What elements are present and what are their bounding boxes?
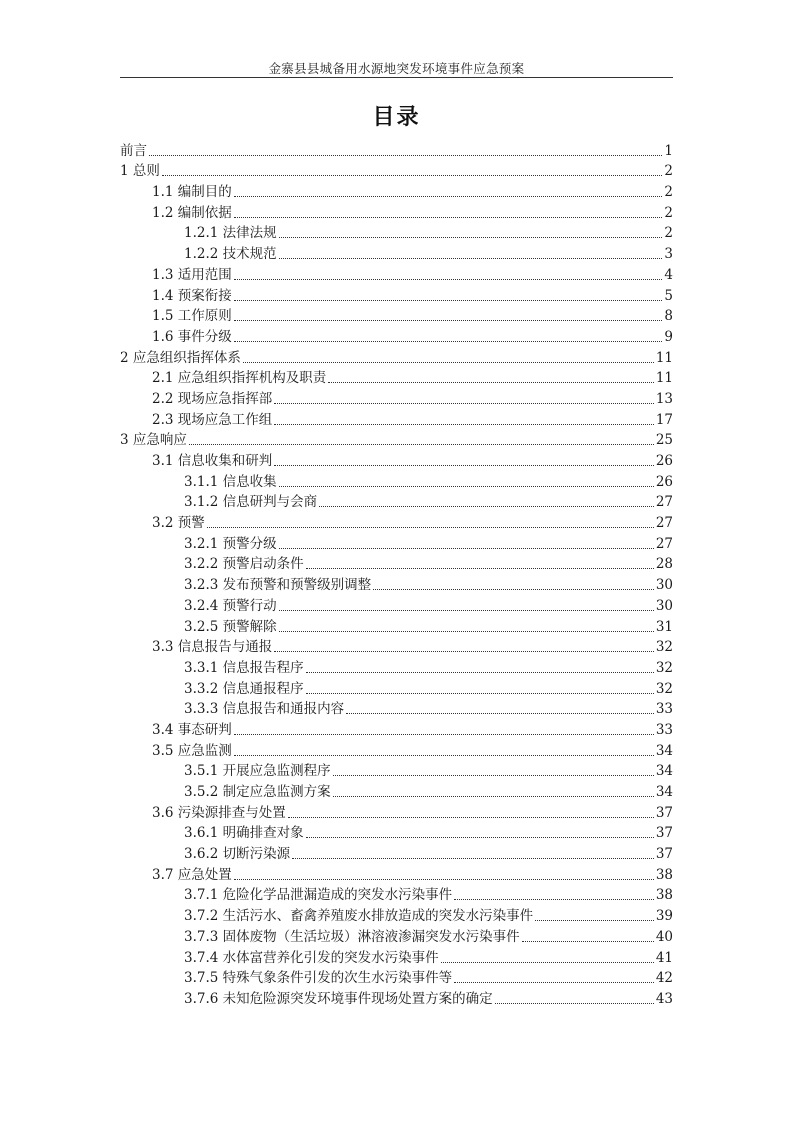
toc-entry-label: 3.2.3 发布预警和预警级别调整	[184, 577, 372, 594]
toc-entry[interactable]	[120, 448, 673, 469]
toc-entry[interactable]	[120, 469, 673, 490]
toc-entry[interactable]	[120, 407, 673, 428]
toc-entry-label: 3.3 信息报告与通报	[152, 639, 273, 656]
toc-entry[interactable]	[120, 738, 673, 759]
toc-entry-page-number: 37	[655, 804, 673, 821]
toc-entry-label: 1.6 事件分级	[152, 328, 232, 345]
toc-entry-label: 1.2 编制依据	[152, 204, 232, 221]
toc-dot-leader	[333, 796, 654, 797]
toc-entry[interactable]	[120, 366, 673, 387]
toc-entry[interactable]	[120, 283, 673, 304]
toc-entry[interactable]	[120, 200, 673, 221]
toc-entry[interactable]	[120, 862, 673, 883]
toc-entry-label: 3.2.5 预警解除	[184, 618, 277, 635]
toc-entry-page-number: 11	[655, 349, 673, 366]
toc-entry-label: 1.3 适用范围	[152, 266, 232, 283]
toc-entry-label: 3.1 信息收集和研判	[152, 453, 273, 469]
toc-entry-label: 3.7.4 水体富营养化引发的突发水污染事件	[184, 949, 439, 966]
toc-entry-page-number: 37	[655, 825, 673, 842]
toc-entry-page-number: 28	[655, 556, 673, 573]
toc-dot-leader	[234, 341, 663, 342]
toc-entry[interactable]	[120, 779, 673, 800]
toc-entry-label: 3.5.1 开展应急监测程序	[184, 763, 331, 780]
toc-entry-label: 1 总则	[120, 163, 160, 180]
toc-dot-leader	[454, 982, 654, 983]
toc-entry-label: 3.2 预警	[152, 515, 205, 532]
toc-entry-page-number: 8	[664, 308, 673, 325]
toc-entry-label: 2.3 现场应急工作组	[152, 411, 273, 428]
toc-entry-page-number: 26	[655, 473, 673, 490]
toc-entry-page-number: 34	[655, 784, 673, 800]
toc-entry[interactable]	[120, 324, 673, 345]
toc-entry[interactable]	[120, 883, 673, 904]
toc-dot-leader	[274, 465, 654, 466]
toc-dot-leader	[149, 155, 662, 156]
toc-entry-label: 3.6.2 切断污染源	[184, 846, 291, 863]
toc-entry-page-number: 38	[655, 866, 673, 883]
toc-entry-label: 2 应急组织指挥体系	[120, 349, 241, 366]
toc-dot-leader	[234, 755, 654, 756]
toc-dot-leader	[328, 382, 654, 383]
toc-entry[interactable]	[120, 552, 673, 573]
toc-entry-label: 前言	[120, 142, 147, 159]
toc-entry-page-number: 9	[664, 328, 673, 345]
toc-entry-label: 3.3.1 信息报告程序	[184, 659, 304, 676]
toc-dot-leader	[234, 879, 654, 880]
toc-entry-label: 3.5.2 制定应急监测方案	[184, 784, 331, 800]
toc-entry[interactable]	[120, 221, 673, 242]
toc-dot-leader	[454, 899, 654, 900]
toc-entry[interactable]	[120, 593, 673, 614]
toc-dot-leader	[535, 920, 654, 921]
toc-entry[interactable]	[120, 179, 673, 200]
toc-entry-label: 3.3.3 信息报告和通报内容	[184, 701, 345, 718]
toc-entry-label: 3.1.1 信息收集	[184, 473, 277, 490]
toc-entry[interactable]	[120, 490, 673, 511]
toc-entry-label: 3.5 应急监测	[152, 742, 232, 759]
toc-dot-leader	[162, 175, 663, 176]
toc-entry[interactable]	[120, 159, 673, 180]
toc-entry-page-number: 27	[655, 494, 673, 511]
toc-entry-label: 1.1 编制目的	[152, 184, 232, 201]
toc-entry[interactable]	[120, 635, 673, 656]
toc-entry[interactable]	[120, 345, 673, 366]
toc-entry-page-number: 30	[655, 597, 673, 614]
toc-entry-page-number: 3	[664, 246, 673, 263]
running-header: 金寨县县城备用水源地突发环境事件应急预案	[268, 61, 525, 76]
toc-entry-label: 3.7.2 生活污水、畜禽养殖废水排放造成的突发水污染事件	[184, 908, 534, 925]
toc-entry[interactable]	[120, 676, 673, 697]
toc-entry[interactable]	[120, 945, 673, 966]
toc-entry-page-number: 34	[655, 763, 673, 780]
toc-title: 目录	[372, 104, 421, 130]
toc-entry-label: 3.2.2 预警启动条件	[184, 556, 304, 573]
toc-entry-page-number: 26	[655, 453, 673, 469]
toc-entry-page-number: 34	[655, 742, 673, 759]
toc-dot-leader	[495, 1003, 654, 1004]
toc-entry[interactable]	[120, 759, 673, 780]
toc-entry-label: 3.3.2 信息通报程序	[184, 680, 304, 697]
toc-dot-leader	[243, 362, 654, 363]
toc-entry[interactable]	[120, 510, 673, 531]
header-rule	[120, 77, 673, 78]
toc-entry[interactable]	[120, 614, 673, 635]
toc-entry-page-number: 25	[655, 432, 673, 449]
toc-dot-leader	[292, 858, 654, 859]
toc-entry-label: 3.7.6 未知危险源突发环境事件现场处置方案的确定	[184, 990, 493, 1007]
toc-dot-leader	[234, 300, 663, 301]
toc-dot-leader	[234, 320, 663, 321]
toc-entry-label: 3 应急响应	[120, 432, 187, 449]
toc-entry-page-number: 42	[655, 970, 673, 987]
toc-dot-leader	[279, 548, 654, 549]
toc-entry-label: 3.6 污染源排查与处置	[152, 804, 286, 821]
toc-entry-label: 3.7 应急处置	[152, 866, 232, 883]
toc-dot-leader	[373, 589, 654, 590]
toc-entry-label: 3.1.2 信息研判与会商	[184, 494, 318, 511]
toc-entry-label: 1.2.2 技术规范	[184, 246, 277, 263]
toc-dot-leader	[279, 237, 663, 238]
toc-entry[interactable]	[120, 841, 673, 862]
toc-entry-page-number: 2	[664, 163, 673, 180]
toc-entry[interactable]	[120, 386, 673, 407]
toc-entry-label: 2.2 现场应急指挥部	[152, 390, 273, 407]
toc-dot-leader	[279, 610, 654, 611]
toc-dot-leader	[441, 962, 654, 963]
toc-entry-page-number: 43	[655, 990, 673, 1007]
toc-entry-page-number: 33	[655, 721, 673, 738]
toc-entry[interactable]	[120, 304, 673, 325]
toc-entry-page-number: 2	[664, 225, 673, 242]
toc-entry-page-number: 41	[655, 949, 673, 966]
toc-entry[interactable]	[120, 821, 673, 842]
toc-entry-page-number: 32	[655, 639, 673, 656]
toc-entry-page-number: 39	[655, 908, 673, 925]
toc-dot-leader	[274, 424, 654, 425]
toc-entry-label: 3.7.1 危险化学品泄漏造成的突发水污染事件	[184, 887, 453, 904]
toc-entry-page-number: 38	[655, 887, 673, 904]
toc-dot-leader	[288, 817, 654, 818]
toc-entry-label: 3.7.3 固体废物（生活垃圾）淋溶液渗漏突发水污染事件	[184, 928, 520, 945]
toc-entry-page-number: 40	[655, 928, 673, 945]
toc-dot-leader	[234, 279, 663, 280]
toc-entry-label: 1.4 预案衔接	[152, 287, 232, 304]
toc-entry[interactable]	[120, 697, 673, 718]
toc-list	[120, 138, 673, 1007]
toc-entry[interactable]	[120, 717, 673, 738]
toc-entry-label: 3.2.1 预警分级	[184, 535, 277, 552]
toc-entry-page-number: 27	[655, 515, 673, 532]
toc-entry[interactable]	[120, 986, 673, 1007]
toc-entry[interactable]	[120, 138, 673, 159]
toc-dot-leader	[306, 672, 654, 673]
toc-dot-leader	[306, 693, 654, 694]
toc-entry-label: 3.2.4 预警行动	[184, 597, 277, 614]
toc-dot-leader	[189, 444, 654, 445]
toc-dot-leader	[279, 258, 663, 259]
toc-entry[interactable]	[120, 655, 673, 676]
toc-dot-leader	[333, 775, 654, 776]
toc-entry-label: 3.6.1 明确排查对象	[184, 825, 304, 842]
toc-entry-page-number: 4	[664, 266, 673, 283]
toc-entry-page-number: 27	[655, 535, 673, 552]
toc-dot-leader	[234, 217, 663, 218]
toc-entry-label: 1.5 工作原则	[152, 308, 232, 325]
toc-entry-label: 3.7.5 特殊气象条件引发的次生水污染事件等	[184, 970, 453, 987]
toc-entry-page-number: 5	[664, 287, 673, 304]
toc-dot-leader	[522, 941, 654, 942]
toc-entry-page-number: 11	[655, 370, 673, 387]
toc-entry-page-number: 32	[655, 659, 673, 676]
toc-entry-label: 1.2.1 法律法规	[184, 225, 277, 242]
toc-entry-page-number: 17	[655, 411, 673, 428]
toc-entry[interactable]	[120, 924, 673, 945]
toc-dot-leader	[279, 631, 654, 632]
toc-entry[interactable]	[120, 966, 673, 987]
toc-entry-page-number: 2	[664, 184, 673, 201]
toc-dot-leader	[306, 837, 654, 838]
toc-dot-leader	[234, 734, 654, 735]
toc-entry[interactable]	[120, 800, 673, 821]
toc-dot-leader	[279, 486, 654, 487]
toc-dot-leader	[346, 713, 654, 714]
toc-dot-leader	[207, 527, 654, 528]
toc-entry-page-number: 13	[655, 390, 673, 407]
toc-dot-leader	[274, 403, 654, 404]
toc-entry[interactable]	[120, 262, 673, 283]
toc-entry-label: 2.1 应急组织指挥机构及职责	[152, 370, 327, 387]
toc-entry-page-number: 32	[655, 680, 673, 697]
toc-entry-page-number: 37	[655, 846, 673, 863]
toc-entry[interactable]	[120, 903, 673, 924]
toc-entry[interactable]	[120, 428, 673, 449]
toc-entry-page-number: 2	[664, 204, 673, 221]
toc-entry-page-number: 33	[655, 701, 673, 718]
toc-entry-label: 3.4 事态研判	[152, 721, 232, 738]
toc-entry-page-number: 30	[655, 577, 673, 594]
toc-dot-leader	[274, 651, 654, 652]
toc-dot-leader	[319, 506, 654, 507]
toc-entry[interactable]	[120, 241, 673, 262]
toc-entry[interactable]	[120, 531, 673, 552]
toc-dot-leader	[306, 568, 654, 569]
toc-dot-leader	[234, 196, 663, 197]
toc-entry[interactable]	[120, 572, 673, 593]
toc-entry-page-number: 31	[655, 618, 673, 635]
toc-entry-page-number: 1	[664, 142, 673, 159]
